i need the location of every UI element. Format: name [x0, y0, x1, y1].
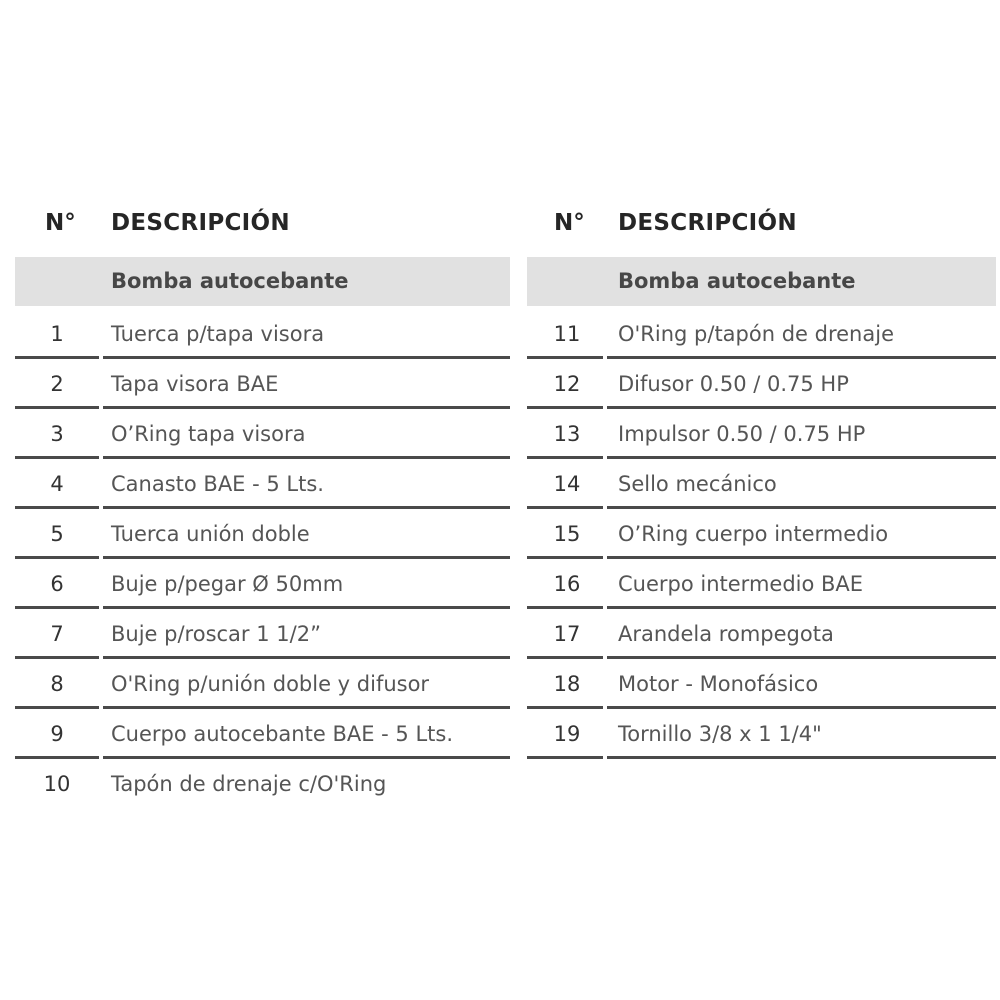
- row-number: 4: [50, 472, 64, 496]
- row-number: 16: [553, 572, 581, 596]
- row-number: 18: [553, 672, 581, 696]
- row-number: 12: [553, 372, 581, 396]
- row-description: O’Ring tapa visora: [111, 422, 306, 446]
- row-description: Arandela rompegota: [618, 622, 834, 646]
- row-description: Buje p/roscar 1 1/2”: [111, 622, 321, 646]
- row-divider: [527, 756, 603, 759]
- row-number: 10: [43, 772, 71, 796]
- row-description: O'Ring p/unión doble y difusor: [111, 672, 430, 696]
- table-row: [527, 559, 996, 609]
- row-description: Canasto BAE - 5 Lts.: [111, 472, 324, 496]
- group-row: [15, 257, 510, 306]
- table-row: [15, 509, 510, 559]
- row-number: 14: [553, 472, 581, 496]
- parts-table-right: [527, 200, 996, 759]
- table-row: [15, 609, 510, 659]
- group-row: [527, 257, 996, 306]
- table-row: [15, 559, 510, 609]
- table-row: [15, 759, 510, 809]
- row-number: 7: [50, 622, 64, 646]
- row-description: Cuerpo autocebante BAE - 5 Lts.: [111, 722, 453, 746]
- header-description: DESCRIPCIÓN: [111, 210, 290, 236]
- row-number: 15: [553, 522, 581, 546]
- row-number: 5: [50, 522, 64, 546]
- row-number: 2: [50, 372, 64, 396]
- row-description: Tuerca p/tapa visora: [111, 322, 325, 346]
- table-row: [15, 659, 510, 709]
- row-number: 1: [50, 322, 64, 346]
- row-description: Motor - Monofásico: [618, 672, 819, 696]
- header-number: N°: [45, 210, 76, 236]
- row-description: O’Ring cuerpo intermedio: [618, 522, 889, 546]
- row-description: O'Ring p/tapón de drenaje: [618, 322, 894, 346]
- table-row: [15, 359, 510, 409]
- table-row: [15, 309, 510, 359]
- row-description: Difusor 0.50 / 0.75 HP: [618, 372, 849, 396]
- row-number: 9: [50, 722, 64, 746]
- row-description: Tornillo 3/8 x 1 1/4": [618, 722, 822, 746]
- row-description: Cuerpo intermedio BAE: [618, 572, 864, 596]
- parts-table-left: [15, 200, 510, 809]
- row-number: 13: [553, 422, 581, 446]
- table-row: [15, 709, 510, 759]
- header-number: N°: [554, 210, 585, 236]
- row-description: Tuerca unión doble: [111, 522, 310, 546]
- row-description: Tapón de drenaje c/O'Ring: [111, 772, 387, 796]
- row-number: 11: [553, 322, 581, 346]
- row-description: Sello mecánico: [618, 472, 777, 496]
- row-number: 19: [553, 722, 581, 746]
- row-description: Tapa visora BAE: [111, 372, 279, 396]
- table-row: [527, 309, 996, 359]
- row-description: Impulsor 0.50 / 0.75 HP: [618, 422, 866, 446]
- table-row: [527, 359, 996, 409]
- table-row: [15, 459, 510, 509]
- group-label: Bomba autocebante: [111, 269, 349, 293]
- table-row: [527, 409, 996, 459]
- row-description: Buje p/pegar Ø 50mm: [111, 572, 344, 596]
- row-number: 8: [50, 672, 64, 696]
- header-description: DESCRIPCIÓN: [618, 210, 797, 236]
- row-number: 3: [50, 422, 64, 446]
- row-number: 6: [50, 572, 64, 596]
- table-row: [527, 659, 996, 709]
- table-row: [15, 409, 510, 459]
- row-number: 17: [553, 622, 581, 646]
- table-row: [527, 459, 996, 509]
- table-header: [527, 200, 996, 257]
- group-label: Bomba autocebante: [618, 269, 856, 293]
- table-body: [15, 309, 510, 809]
- table-row: [527, 709, 996, 759]
- table-body: [527, 309, 996, 759]
- table-header: [15, 200, 510, 257]
- table-row: [527, 609, 996, 659]
- table-row: [527, 509, 996, 559]
- row-divider: [607, 756, 996, 759]
